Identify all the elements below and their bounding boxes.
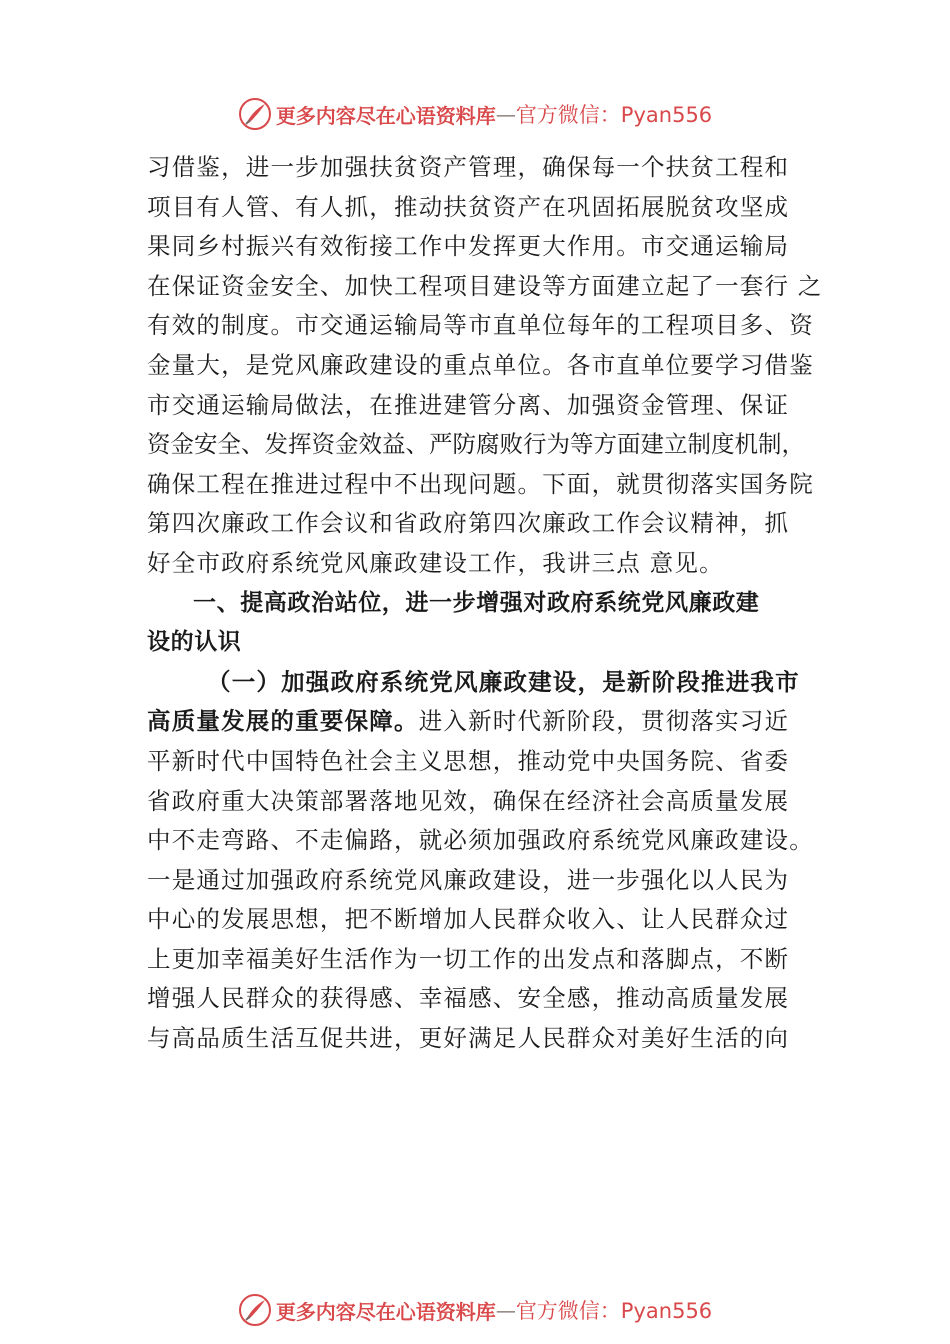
subsection-title-cont: 高质量发展的重要保障。 [147, 707, 419, 736]
body-line: 平新时代中国特色社会主义思想，推动党中央国务院、省委 [147, 746, 790, 775]
quill-logo-icon [238, 97, 272, 131]
body-line: 果同乡村振兴有效衔接工作中发挥更大作用。市交通运输局 [147, 232, 790, 261]
body-line: 习借鉴，进一步加强扶贫资产管理，确保每一个扶贫工程和 [147, 153, 790, 181]
body-line: 项目有人管、有人抓，推动扶贫资产在巩固拓展脱贫攻坚成 [147, 192, 790, 221]
document-body [147, 148, 833, 1059]
body-line: 第四次廉政工作会议和省政府第四次廉政工作会议精神，抓 [147, 509, 790, 538]
body-line: 中不走弯路、不走偏路，就必须加强政府系统党风廉政建设。 [147, 826, 814, 855]
body-line: 与高品质生活互促共进，更好满足人民群众对美好生活的向 [147, 1024, 790, 1053]
body-line: 增强人民群众的获得感、幸福感、安全感，推动高质量发展 [147, 984, 790, 1013]
subsection-lead [147, 663, 833, 703]
separator-dash: — [495, 1298, 516, 1322]
body-line: 确保工程在推进过程中不出现问题。下面，就贯彻落实国务院 [147, 469, 814, 498]
subsection-title: （一）加强政府系统党风廉政建设，是新阶段推进我市 [207, 667, 800, 696]
section-heading-cont: 设的认识 [147, 629, 242, 656]
library-label: 更多内容尽在心语资料库 [275, 103, 496, 128]
section-heading: 一、提高政治站位，进一步增强对政府系统党风廉政建 [193, 589, 760, 616]
library-label: 更多内容尽在心语资料库 [275, 1299, 496, 1324]
body-line: 有效的制度。市交通运输局等市直单位每年的工程项目多、资 [147, 311, 814, 340]
header-watermark [0, 94, 950, 134]
footer-watermark [0, 1290, 950, 1330]
body-line: 一是通过加强政府系统党风廉政建设，进一步强化以人民为 [147, 865, 790, 894]
subsection-text: 进入新时代新阶段，贯彻落实习近 [418, 707, 790, 736]
body-line: 中心的发展思想，把不断增加人民群众收入、让人民群众过 [147, 905, 790, 934]
separator-dash: — [495, 102, 516, 126]
wechat-label: 官方微信：Pyan556 [515, 1299, 713, 1323]
body-line: 金量大，是党风廉政建设的重点单位。各市直单位要学习借鉴 [147, 350, 814, 379]
body-line: 上更加幸福美好生活作为一切工作的出发点和落脚点，不断 [147, 944, 790, 973]
body-line: 好全市政府系统党风廉政建设工作，我讲三点 意见。 [147, 548, 724, 577]
subsection-lead-cont [147, 702, 833, 742]
body-line: 在保证资金安全、加快工程项目建设等方面建立起了一套行 之 [147, 271, 823, 300]
body-line: 市交通运输局做法，在推进建管分离、加强资金管理、保证 [147, 390, 790, 419]
body-line: 省政府重大决策部署落地见效，确保在经济社会高质量发展 [147, 786, 790, 815]
quill-logo-icon [238, 1293, 272, 1327]
wechat-label: 官方微信：Pyan556 [515, 103, 713, 127]
body-line: 资金安全、发挥资金效益、严防腐败行为等方面建立制度机制， [147, 430, 805, 459]
